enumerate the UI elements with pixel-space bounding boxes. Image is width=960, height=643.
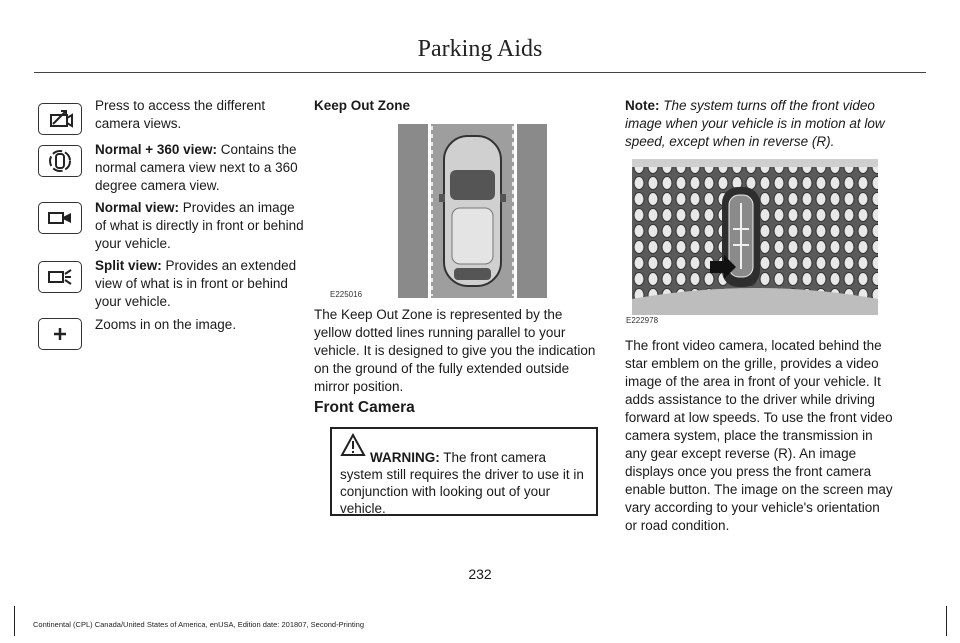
warning-label: WARNING: — [370, 450, 440, 465]
camera-views-icon — [38, 103, 82, 135]
warning-text: The front camera system still requires the driver to use it in conjunction with looking out of your vehicle. — [340, 450, 584, 516]
figure-id-2: E222978 — [626, 316, 659, 325]
keep-out-zone-paragraph: The Keep Out Zone is represented by the yellow dotted lines running parallel to your vehicle. It is designed to give you the indication on the ground of the fully extended outside mirror position. — [314, 307, 596, 394]
normal-360-view-icon — [38, 145, 82, 177]
keep-out-zone-figure — [398, 124, 547, 298]
front-camera-paragraph: The front video camera, located behind the star emblem on the grille, provides a video image of the area in front of your vehicle. It adds assistance to the driver while driving forward at low speeds. To use the front video camera system, place the transmission in any gear except reverse (R). An image displays once you press the front camera enable button. The image on the screen may vary according to your vehicle's orientation or road condition. — [625, 338, 893, 533]
crop-mark — [946, 606, 947, 636]
zoom-plus-icon — [38, 318, 82, 350]
split-view-camera-icon — [38, 261, 82, 293]
keep-out-zone-heading: Keep Out Zone — [314, 98, 411, 113]
crop-mark — [14, 606, 15, 636]
zoom-description: Zooms in on the image. — [95, 317, 237, 332]
normal-view-description: Normal view: Provides an image of what is directly in front or behind your vehicle. — [95, 200, 304, 251]
front-camera-heading: Front Camera — [314, 399, 415, 416]
page-number: 232 — [468, 566, 492, 582]
normal-360-view-description: Normal + 360 view: Contains the normal camera view next to a 360 degree camera view. — [95, 142, 298, 193]
note-paragraph: Note: The system turns off the front video image when your vehicle is in motion at low speed, except when in reverse (R). — [625, 98, 885, 149]
figure-id: E225016 — [330, 290, 363, 299]
camera-views-description: Press to access the different camera views. — [95, 98, 266, 131]
edition-note: Continental (CPL) Canada/United States of America, enUSA, Edition date: 201807, Second-Printing — [33, 620, 365, 629]
warning-box — [330, 427, 598, 516]
page-title: Parking Aids — [417, 36, 543, 62]
warning-triangle-icon — [340, 433, 366, 457]
header-rule — [34, 72, 926, 73]
front-camera-grille-figure — [632, 159, 878, 315]
normal-view-camera-icon — [38, 202, 82, 234]
split-view-description: Split view: Provides an extended view of what is in front or behind your vehicle. — [95, 258, 297, 309]
